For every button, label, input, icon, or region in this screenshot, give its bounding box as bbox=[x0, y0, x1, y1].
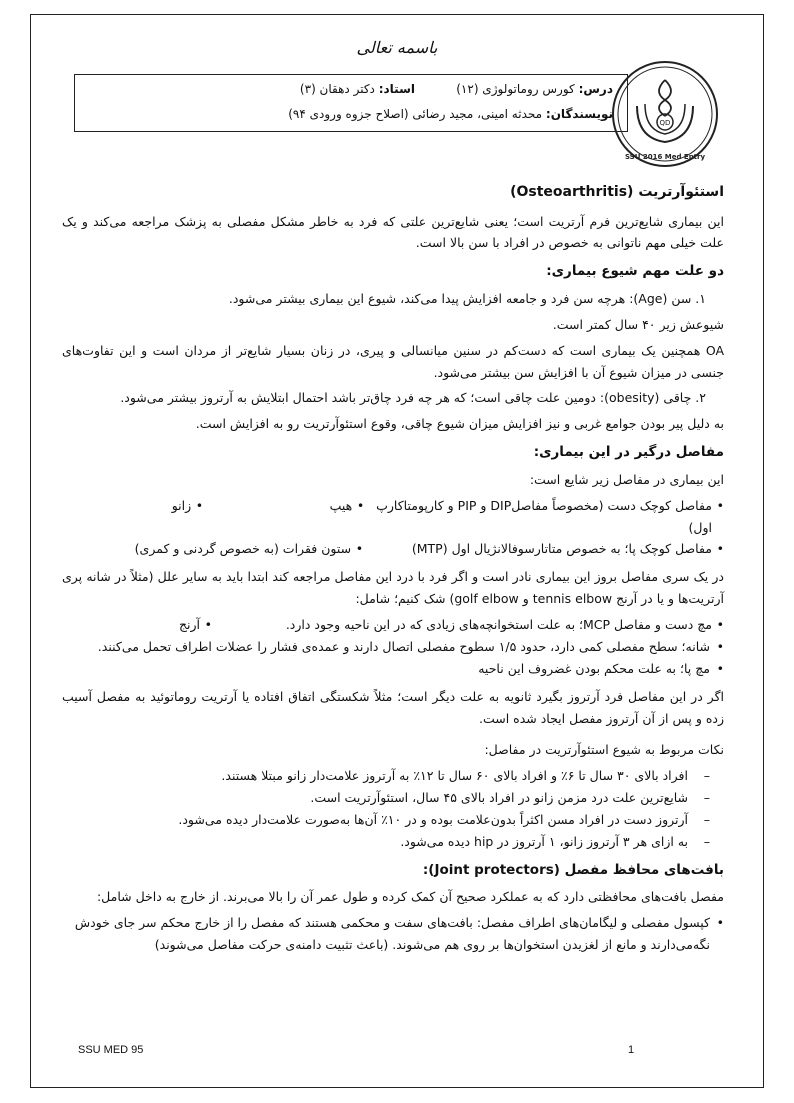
prevalence-points-intro: نکات مربوط به شیوع استئوآرتریت در مفاصل: bbox=[484, 742, 724, 758]
age-note: شیوعش زیر ۴۰ سال کمتر است. bbox=[552, 316, 724, 332]
list-item: • زانو bbox=[62, 495, 203, 539]
list-item: • آرنج bbox=[70, 614, 212, 636]
joints-intro: این بیماری در مفاصل زیر شایع است: bbox=[529, 471, 724, 487]
document-body bbox=[62, 180, 724, 956]
joint-protectors-intro: مفصل بافت‌های محافظتی دارد که به عملکرد صحیح آن کمک کرده و طول عمر آن را بالا می‌برند. از خارج به داخل شامل: bbox=[96, 889, 724, 905]
section-heading-joint-protectors: بافت‌های محافظ مفصل (Joint protectors): bbox=[422, 861, 724, 878]
oa-sex-note: OA همچنین یک بیماری است که دست‌کم در سنین میانسالی و پیری، در زنان بسیار شایع‌تر از مردان است و این تفاوت‌های جنسی در میزان شیوع آن با افزایش سن بیشتر می‌شود. bbox=[62, 342, 724, 380]
list-item: • ستون فقرات (به خصوص گردنی و کمری) bbox=[62, 538, 363, 560]
list-item: – آرتروز دست در افراد مسن اکثراً بدون‌علامت بوده و در ۱۰٪ آن‌ها به‌صورت علامت‌دار دیده می‌شود. bbox=[62, 809, 724, 831]
joints-row-2 bbox=[62, 538, 724, 560]
age-item: ۱. سن (Age): هرچه سن فرد و جامعه افزایش پیدا می‌کند، شیوع این بیماری بیشتر می‌شود. bbox=[228, 290, 706, 306]
teacher-value: دکتر دهقان (۳) bbox=[299, 82, 375, 96]
list-item: – افراد بالای ۳۰ سال تا ۶٪ و افراد بالای ۶۰ سال تا ۱۲٪ به آرتروز علامت‌دار زانو مبتلا هستند. bbox=[62, 765, 724, 787]
teacher-info bbox=[255, 82, 415, 96]
ssu-med-entry-logo-icon bbox=[607, 56, 723, 174]
teacher-label: استاد: bbox=[378, 82, 415, 96]
list-item: • شانه؛ سطح مفصلی کمی دارد، حدود ۱/۵ سطوح مفصلی اتصال دارند و عمده‌ی فشار را عضلات اطراف تحمل می‌کنند. bbox=[62, 636, 724, 658]
list-item: • مفاصل کوچک پا؛ به خصوص متاتارسوفالانژیال اول (MTP) bbox=[363, 538, 724, 560]
page-number: 1 bbox=[628, 1044, 635, 1056]
section-heading-joints: مفاصل درگیر در این بیماری: bbox=[533, 444, 724, 461]
course-value: کورس روماتولوژی (۱۲) bbox=[456, 82, 575, 96]
rare-joints-note: در یک سری مفاصل بروز این بیماری نادر است و اگر فرد با درد این مفاصل مراجعه کند ابتدا باید به سایر علل (مثلاً در شانه پری آرتریت‌ها و یا در آرنج tennis elbow و golf elbow) شک کنیم؛ شامل: bbox=[62, 569, 724, 607]
list-item: • مچ دست و مفاصل MCP؛ به علت استخوانچه‌های زیادی که در این ناحیه وجود دارد. bbox=[212, 614, 724, 636]
authors-label: نویسندگان: bbox=[545, 107, 613, 121]
secondary-oa-note: اگر در این مفاصل فرد آرتروز بگیرد ثانویه به علت دیگر است؛ مثلاً شکستگی اتفاق افتاده یا آرتریت روماتوئید به مفصل آسیب زده و پس از آن آرتروز مفصل ایجاد شده است. bbox=[62, 688, 724, 726]
course-header-box bbox=[74, 74, 628, 132]
list-item: • مچ پا؛ به علت محکم بودن غضروف این ناحیه bbox=[62, 658, 724, 680]
bismillah: باسمه تعالی bbox=[356, 38, 438, 57]
obesity-item: ۲. چاقی (obesity): دومین علت چاقی است؛ که هر چه فرد چاق‌تر باشد احتمال ابتلایش به آرتروز بیشتر می‌شود. bbox=[120, 390, 706, 406]
list-item: • کپسول مفصلی و لیگامان‌های اطراف مفصل: بافت‌های سفت و محکمی هستند که مفصل را از خارج محکم سر جای خودش نگه‌می‌دارند و مانع از لغزیدن استخوان‌ها بر روی هم می‌شوند. (باعث تثبیت دامنه‌ی حرکت مفاصل می‌شوند) bbox=[62, 912, 724, 956]
rare-row-1 bbox=[62, 614, 724, 636]
obesity-note: به دلیل پیر بودن جوامع غربی و نیز افزایش میزان شیوع چاقی، وقوع استئوآرتریت رو به افزایش است. bbox=[195, 416, 724, 432]
authors-value: محدثه امینی، مجید رضائی (اصلاح جزوه ورودی ۹۴) bbox=[288, 107, 543, 121]
course-line bbox=[85, 82, 613, 96]
page-title: استئوآرتریت (Osteoarthritis) bbox=[510, 184, 724, 200]
list-item: • مفاصل کوچک دست (مخصوصاً مفاصلDIP و PIP و کارپومتاکارپ اول) bbox=[364, 495, 724, 539]
intro-paragraph: این بیماری شایع‌ترین فرم آرتریت است؛ یعنی شایع‌ترین علتی که فرد به خاطر مشکل مفصلی به پزشک مراجعه می‌کند و یک علت خیلی مهم ناتوانی به خصوص در افراد با سن بالا است. bbox=[62, 213, 724, 251]
list-item: • هیپ bbox=[203, 495, 364, 539]
joints-row-1 bbox=[62, 495, 724, 539]
footer-label: SSU MED 95 bbox=[78, 1044, 144, 1056]
section-heading-causes: دو علت مهم شیوع بیماری: bbox=[546, 263, 724, 280]
svg-text:QD: QD bbox=[659, 119, 671, 127]
course-label: درس: bbox=[578, 82, 613, 96]
list-item: – به ازای هر ۳ آرتروز زانو، ۱ آرتروز در hip دیده می‌شود. bbox=[62, 831, 724, 853]
list-item: – شایع‌ترین علت درد مزمن زانو در افراد بالای ۴۵ سال، استئوآرتریت است. bbox=[62, 787, 724, 809]
logo-caption: SSU 2016 Med Entry bbox=[624, 153, 706, 161]
authors-line bbox=[85, 107, 613, 121]
